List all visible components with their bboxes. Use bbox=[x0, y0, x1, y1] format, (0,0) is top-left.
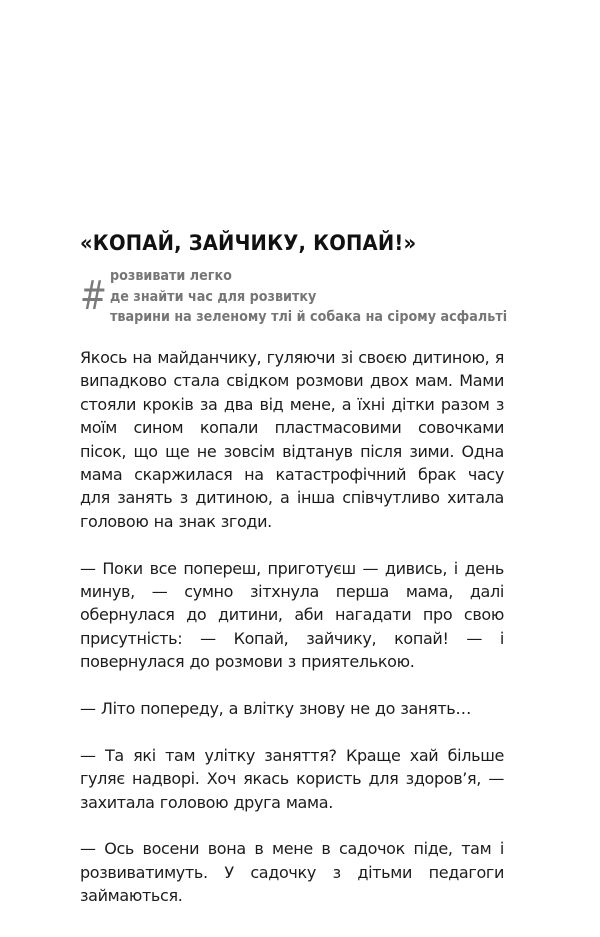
paragraph: — Літо попереду, а влітку знову не до занять… bbox=[80, 699, 472, 719]
body-text bbox=[80, 346, 504, 931]
chapter-title: «КОПАЙ, ЗАЙЧИКУ, КОПАЙ!» bbox=[80, 231, 417, 255]
hashtag-icon: # bbox=[80, 273, 107, 319]
paragraph: — Та які там улітку заняття? Краще хай більше гуляє надворі. Хоч якась користь для здоров’я, — захитала головою друга мама. bbox=[80, 745, 504, 812]
paragraph: — Ось восени вона в мене в садочок піде, там і розвиватимуть. У садочку з дітьми педагоги займаються. bbox=[80, 839, 504, 906]
tag-item: де знайти час для розвитку bbox=[110, 288, 317, 305]
chapter-tags bbox=[80, 266, 510, 330]
tag-item: розвивати легко bbox=[110, 268, 232, 284]
tag-list bbox=[110, 266, 561, 328]
tag-item: тварини на зеленому тлі й собака на сірому асфальті bbox=[110, 309, 508, 325]
paragraph: Якось на майданчику, гуляючи зі своєю дитиною, я випадково стала свідком розмови двох мам. Мами стояли кроків за два від мене, а їхні дітки разом з моїм сином копали пластмасовими совочками пісок, що ще не зовсім відтанув після зими. Одна мама скаржилася на катастрофічний брак часу для занять з дитиною, а інша співчутливо хитала головою на знак згоди. bbox=[80, 348, 504, 531]
paragraph: — Поки все попереш, приготуєш — дивись, і день минув, — сумно зітхнула перша мама, далі обернулася до дитини, аби нагадати про свою присутність: — Копай, зайчику, копай! — і повернулася до розмови з приятелькою. bbox=[80, 558, 504, 672]
